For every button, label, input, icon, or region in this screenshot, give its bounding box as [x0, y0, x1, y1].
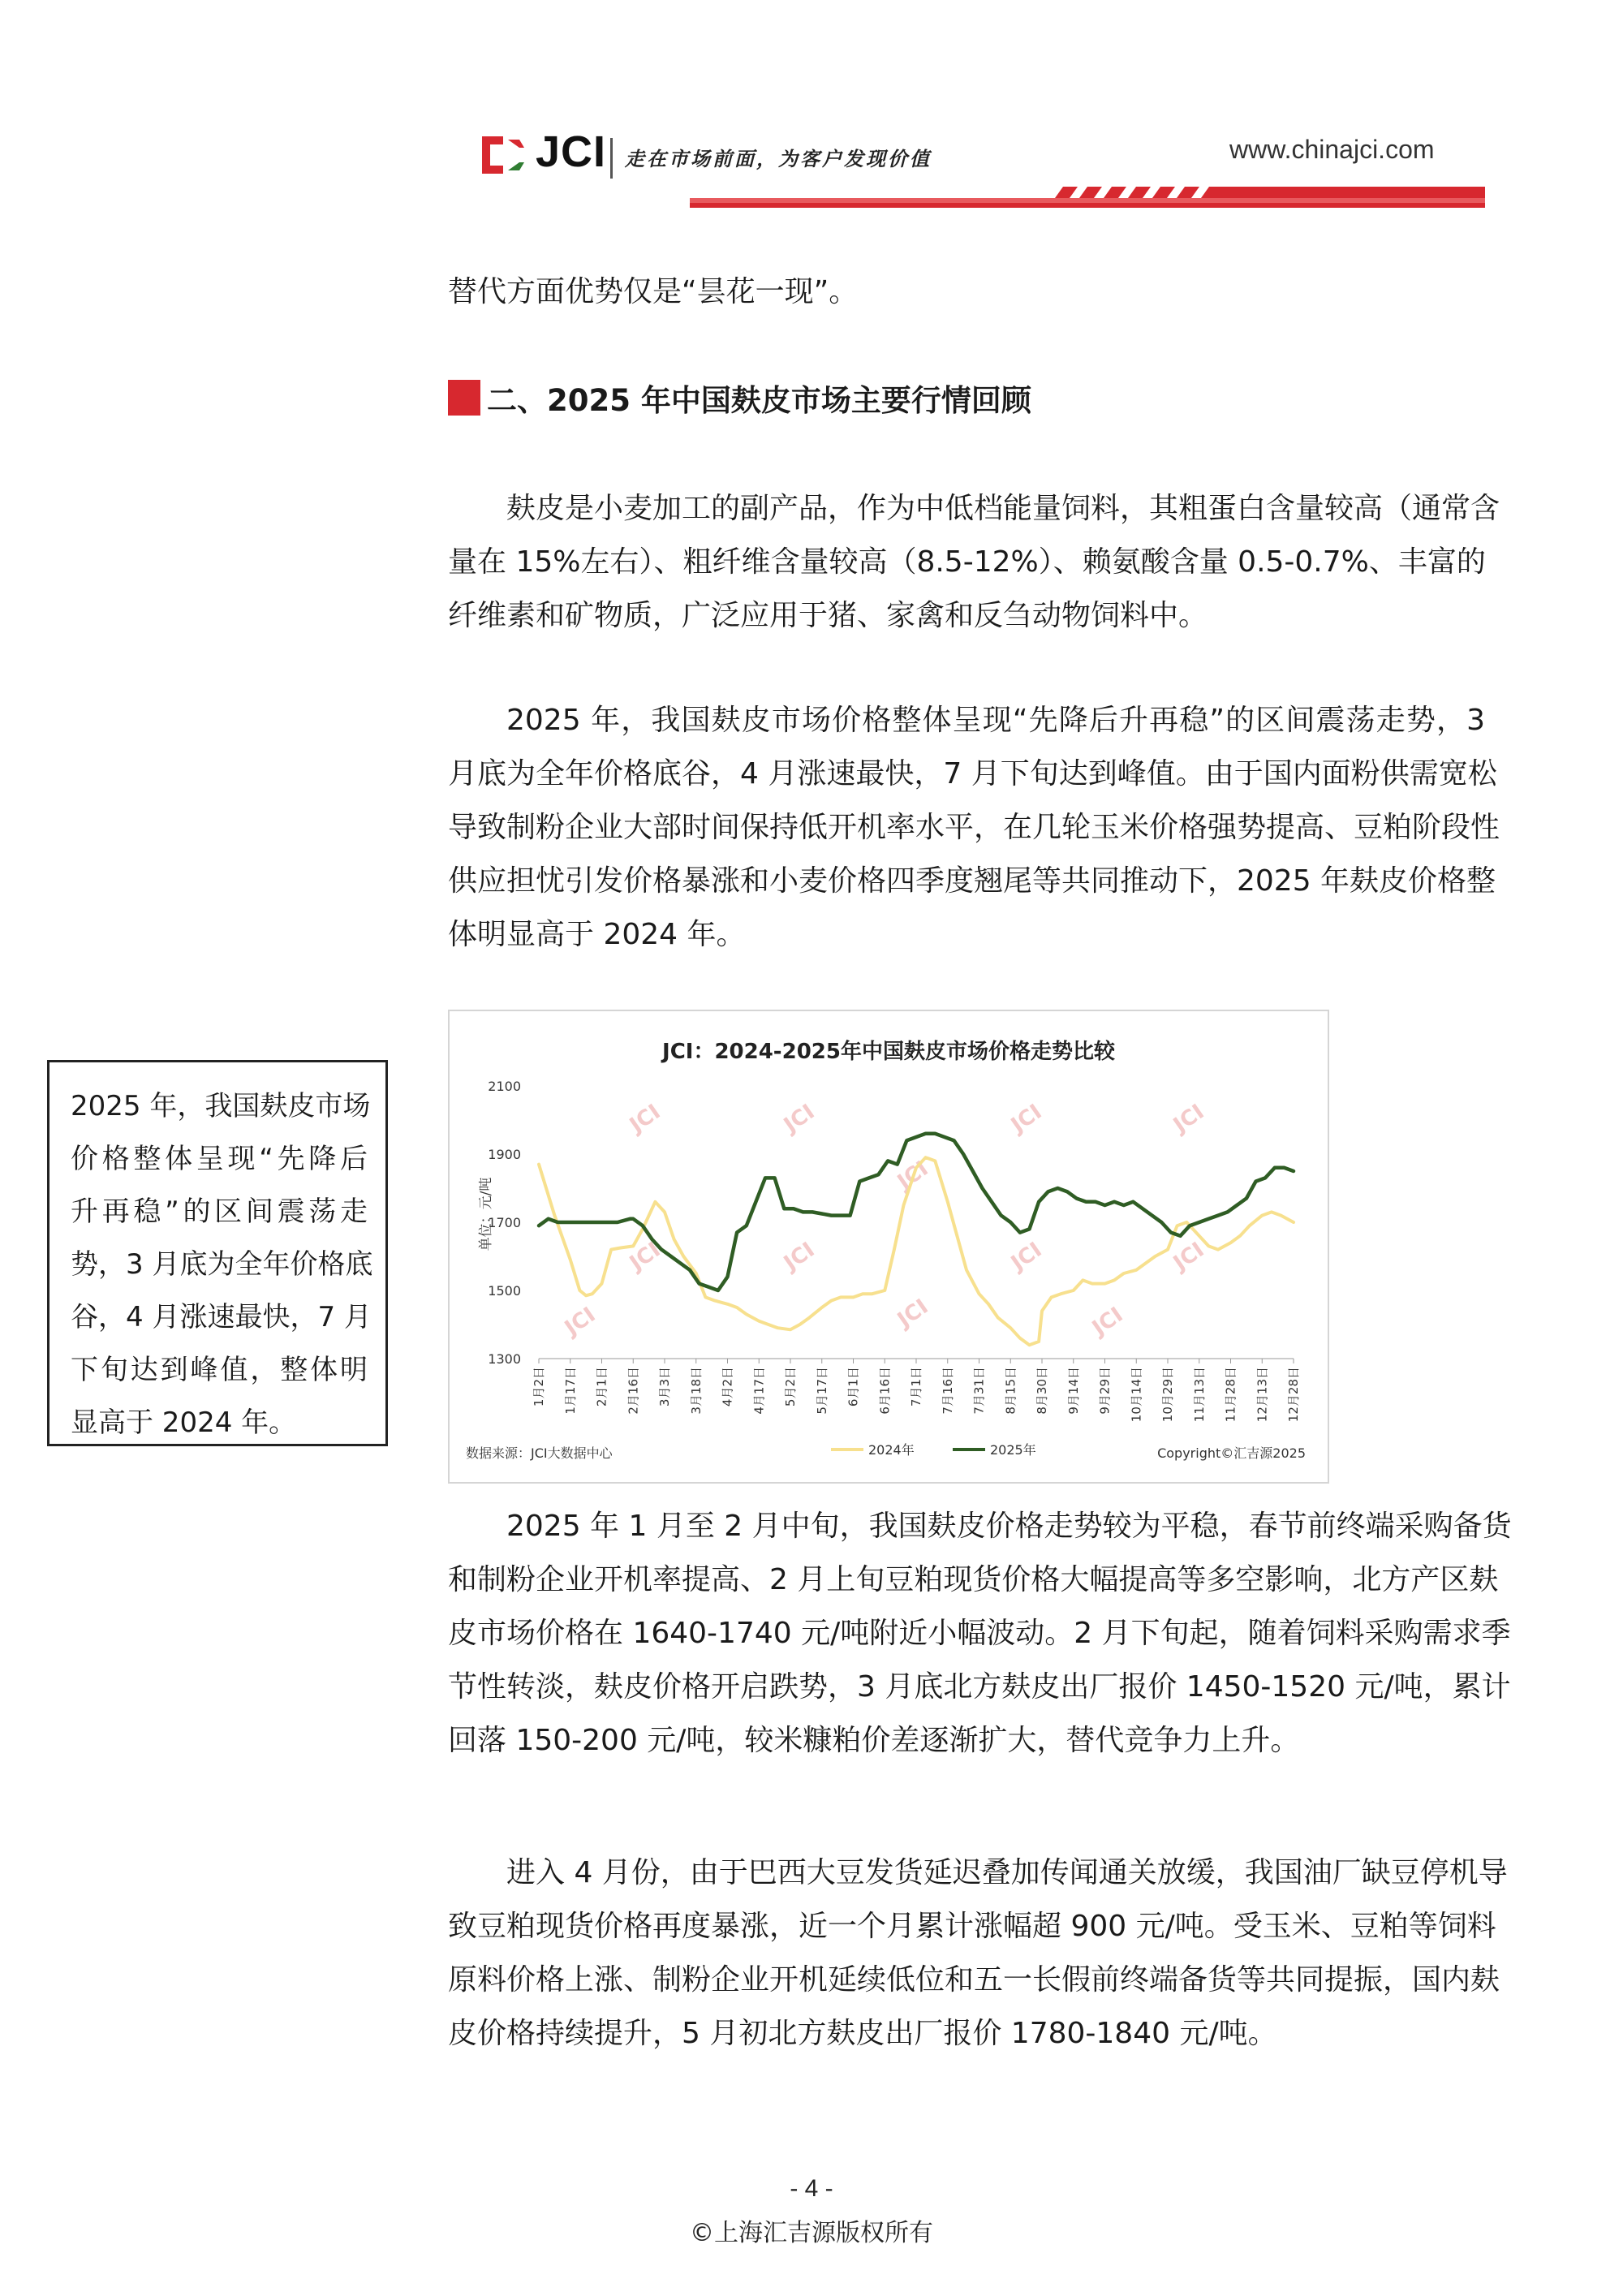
- price-trend-chart: [448, 1010, 1329, 1484]
- x-tick-label: 2月1日: [594, 1367, 609, 1407]
- header-divider: [610, 138, 613, 179]
- watermark-text: JCI: [1087, 1303, 1128, 1341]
- watermark-text: JCI: [1006, 1100, 1047, 1138]
- intro-line: 替代方面优势仅是“昙花一现”。: [448, 275, 859, 308]
- y-tick-label: 1500: [488, 1283, 521, 1299]
- x-tick-label: 1月2日: [532, 1367, 546, 1407]
- watermark-text: JCI: [625, 1100, 665, 1138]
- x-tick-label: 5月17日: [814, 1367, 829, 1415]
- section-title: 二、2025 年中国麸皮市场主要行情回顾: [487, 383, 1031, 418]
- footer-copyright: ©上海汇吉源版权所有: [690, 2219, 933, 2247]
- x-tick-label: 10月29日: [1160, 1367, 1175, 1423]
- chart-title: JCI：2024-2025年中国麸皮市场价格走势比较: [662, 1040, 1115, 1064]
- x-tick-label: 11月28日: [1223, 1367, 1238, 1423]
- x-tick-label: 7月31日: [971, 1367, 987, 1415]
- paragraph-3: 2025 年 1 月至 2 月中旬，我国麸皮价格走势较为平稳，春节前终端采购备货 和制粉企业开机率提高、2 月上旬豆粕现货价格大幅提高等多空影响，北方产区麸 皮市场价格在 1640-1740 元/吨附近小幅波动。2 月下旬起，随着饲料采购需求季 节性转淡，麸皮价格开启跌势，3 月底北方麸皮出厂报价 1450-1520 元/吨，累计 回落 150-200 元/吨，较米糠粕价差逐渐扩大，替代竞争力上升。: [448, 1510, 1512, 1757]
- x-tick-label: 3月18日: [688, 1367, 704, 1415]
- x-tick-label: 9月14日: [1065, 1367, 1081, 1415]
- chart-copyright: Copyright©汇吉源2025: [1157, 1445, 1306, 1461]
- section-marker: [448, 380, 480, 416]
- watermark-text: JCI: [1169, 1238, 1209, 1276]
- chart-canvas: [450, 1011, 1328, 1482]
- y-tick-label: 1300: [488, 1351, 521, 1367]
- y-tick-label: 1700: [488, 1215, 521, 1230]
- y-tick-label: 2100: [488, 1079, 521, 1094]
- watermark-text: JCI: [779, 1238, 820, 1276]
- watermark-text: JCI: [1006, 1238, 1047, 1276]
- x-tick-label: 2月16日: [626, 1367, 641, 1415]
- watermark-text: JCI: [560, 1303, 601, 1341]
- y-tick-label: 1900: [488, 1147, 521, 1162]
- legend-label: 2025年: [990, 1442, 1036, 1458]
- watermark-text: JCI: [893, 1157, 933, 1195]
- x-tick-label: 12月13日: [1255, 1367, 1270, 1423]
- x-tick-label: 8月15日: [1003, 1367, 1018, 1415]
- chart-source: 数据来源：JCI大数据中心: [466, 1445, 613, 1461]
- x-tick-label: 4月2日: [720, 1367, 735, 1407]
- paragraph-4: 进入 4 月份，由于巴西大豆发货延迟叠加传闻通关放缓，我国油厂缺豆停机导 致豆粕现货价格再度暴涨，近一个月累计涨幅超 900 元/吨。受玉米、豆粕等饲料 原料价格上涨、制粉企业开机延续低位和五一长假前终端备货等共同提振，国内麸 皮价格持续提升，5 月初北方麸皮出厂报价 1780-1840 元/吨。: [448, 1856, 1508, 2050]
- x-tick-label: 5月2日: [783, 1367, 798, 1407]
- x-tick-label: 7月16日: [940, 1367, 955, 1415]
- x-tick-label: 8月30日: [1035, 1367, 1049, 1415]
- header-website[interactable]: www.chinajci.com: [1229, 135, 1435, 164]
- header-slogan: 走在市场前面，为客户发现价值: [625, 147, 932, 170]
- x-tick-label: 10月14日: [1129, 1367, 1144, 1423]
- logo-text: JCI: [536, 127, 607, 176]
- watermark-text: JCI: [893, 1294, 933, 1333]
- x-tick-label: 4月17日: [751, 1367, 767, 1415]
- paragraph-2: 2025 年，我国麸皮市场价格整体呈现“先降后升再稳”的区间震荡走势，3 月底为全年价格底谷，4 月涨速最快，7 月下旬达到峰值。由于国内面粉供需宽松 导致制粉企业大部时间保持低开机率水平，在几轮玉米价格强势提高、豆粕阶段性 供应担忧引发价格暴涨和小麦价格四季度翘尾等共同推动下，2025 年麸皮价格整 体明显高于 2024 年。: [448, 704, 1500, 951]
- x-tick-label: 12月28日: [1286, 1367, 1301, 1423]
- page-number: - 4 -: [790, 2175, 833, 2202]
- legend-label: 2024年: [868, 1442, 915, 1458]
- paragraph-1: 麸皮是小麦加工的副产品，作为中低档能量饲料，其粗蛋白含量较高（通常含 量在 15%左右）、粗纤维含量较高（8.5-12%）、赖氨酸含量 0.5-0.7%、丰富的 纤维素和矿物质，广泛应用于猪、家禽和反刍动物饲料中。: [448, 492, 1500, 632]
- x-tick-label: 1月17日: [562, 1367, 578, 1415]
- x-tick-label: 6月1日: [846, 1367, 861, 1407]
- y-axis-label: 单位：元/吨: [478, 1177, 494, 1251]
- x-tick-label: 3月3日: [657, 1367, 672, 1407]
- x-tick-label: 6月16日: [877, 1367, 893, 1415]
- watermark-text: JCI: [779, 1100, 820, 1138]
- header-stripe: [446, 183, 1485, 208]
- x-tick-label: 9月29日: [1097, 1367, 1113, 1415]
- watermark-group: [559, 1100, 1208, 1342]
- watermark-text: JCI: [625, 1238, 665, 1276]
- x-tick-label: 7月1日: [909, 1367, 923, 1407]
- chart-legend: [831, 1442, 1036, 1458]
- x-tick-label: 11月13日: [1191, 1367, 1207, 1423]
- summary-callout: 2025 年，我国麸皮市场 价格整体呈现“先降后 升再稳”的区间震荡走 势，3 月底为全年价格底 谷，4 月涨速最快，7 月 下旬达到峰值，整体明 显高于 2024 年。: [47, 1060, 388, 1446]
- watermark-text: JCI: [1169, 1100, 1209, 1138]
